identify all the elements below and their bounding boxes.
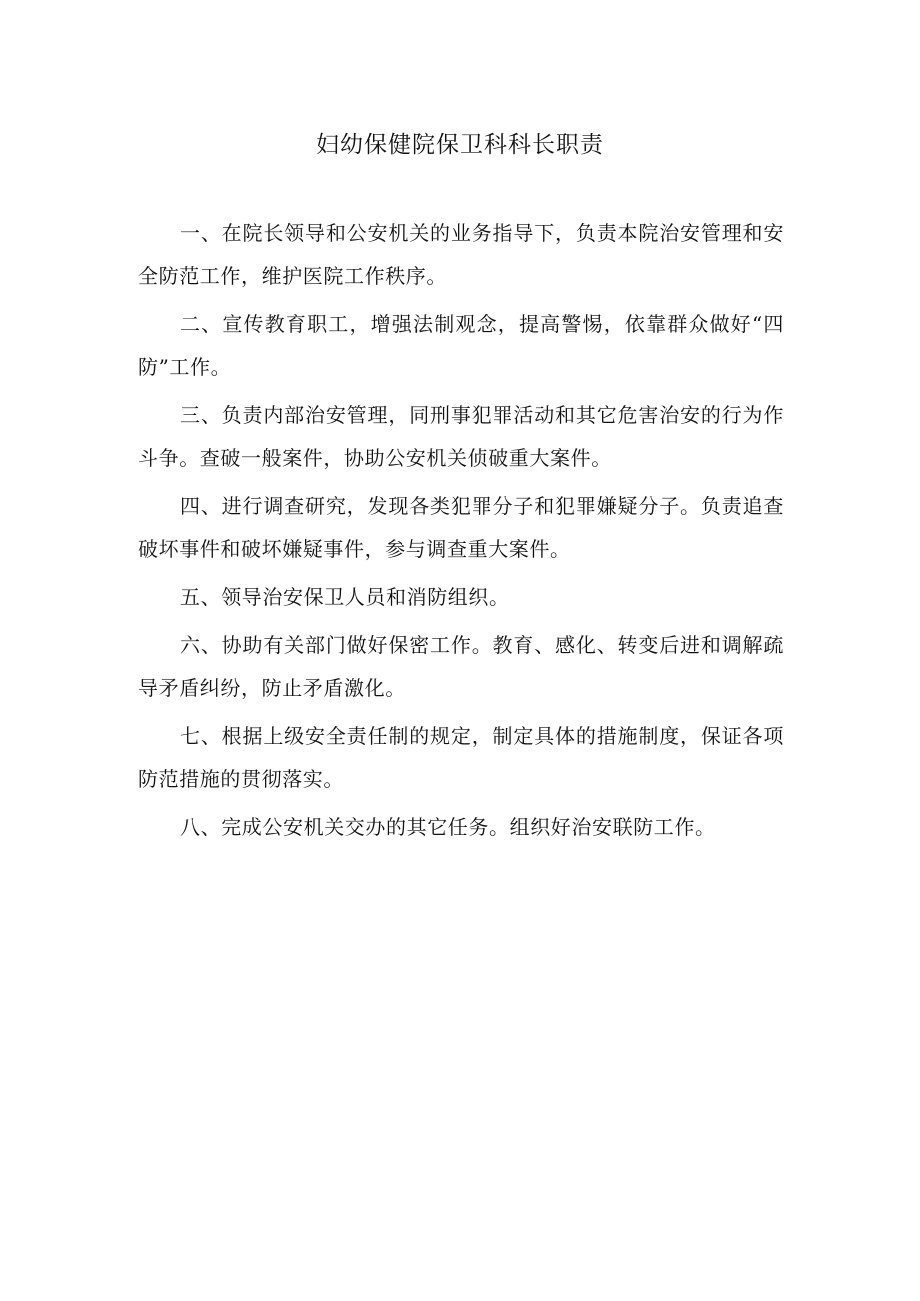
clause-6: 六、协助有关部门做好保密工作。教育、感化、转变后进和调解疏导矛盾纠纷，防止矛盾激化。: [138, 633, 784, 700]
document-title: 妇幼保健院保卫科科长职责: [316, 132, 604, 158]
document-body: [138, 212, 784, 854]
clause-2: 二、宣传教育职工，增强法制观念，提高警惕，依靠群众做好“四防”工作。: [138, 312, 784, 379]
clause-3: 三、负责内部治安管理，同刑事犯罪活动和其它危害治安的行为作斗争。查破一般案件，协助公安机关侦破重大案件。: [138, 403, 784, 470]
clause-5: 五、领导治安保卫人员和消防组织。: [180, 585, 510, 609]
clause-4: 四、进行调查研究，发现各类犯罪分子和犯罪嫌疑分子。负责追查破坏事件和破坏嫌疑事件，参与调查重大案件。: [138, 494, 784, 561]
clause-1: 一、在院长领导和公安机关的业务指导下，负责本院治安管理和安全防范工作，维护医院工作秩序。: [138, 221, 784, 288]
clause-7: 七、根据上级安全责任制的规定，制定具体的措施制度，保证各项防范措施的贯彻落实。: [138, 724, 784, 791]
clause-8: 八、完成公安机关交办的其它任务。组织好治安联防工作。: [180, 815, 716, 839]
